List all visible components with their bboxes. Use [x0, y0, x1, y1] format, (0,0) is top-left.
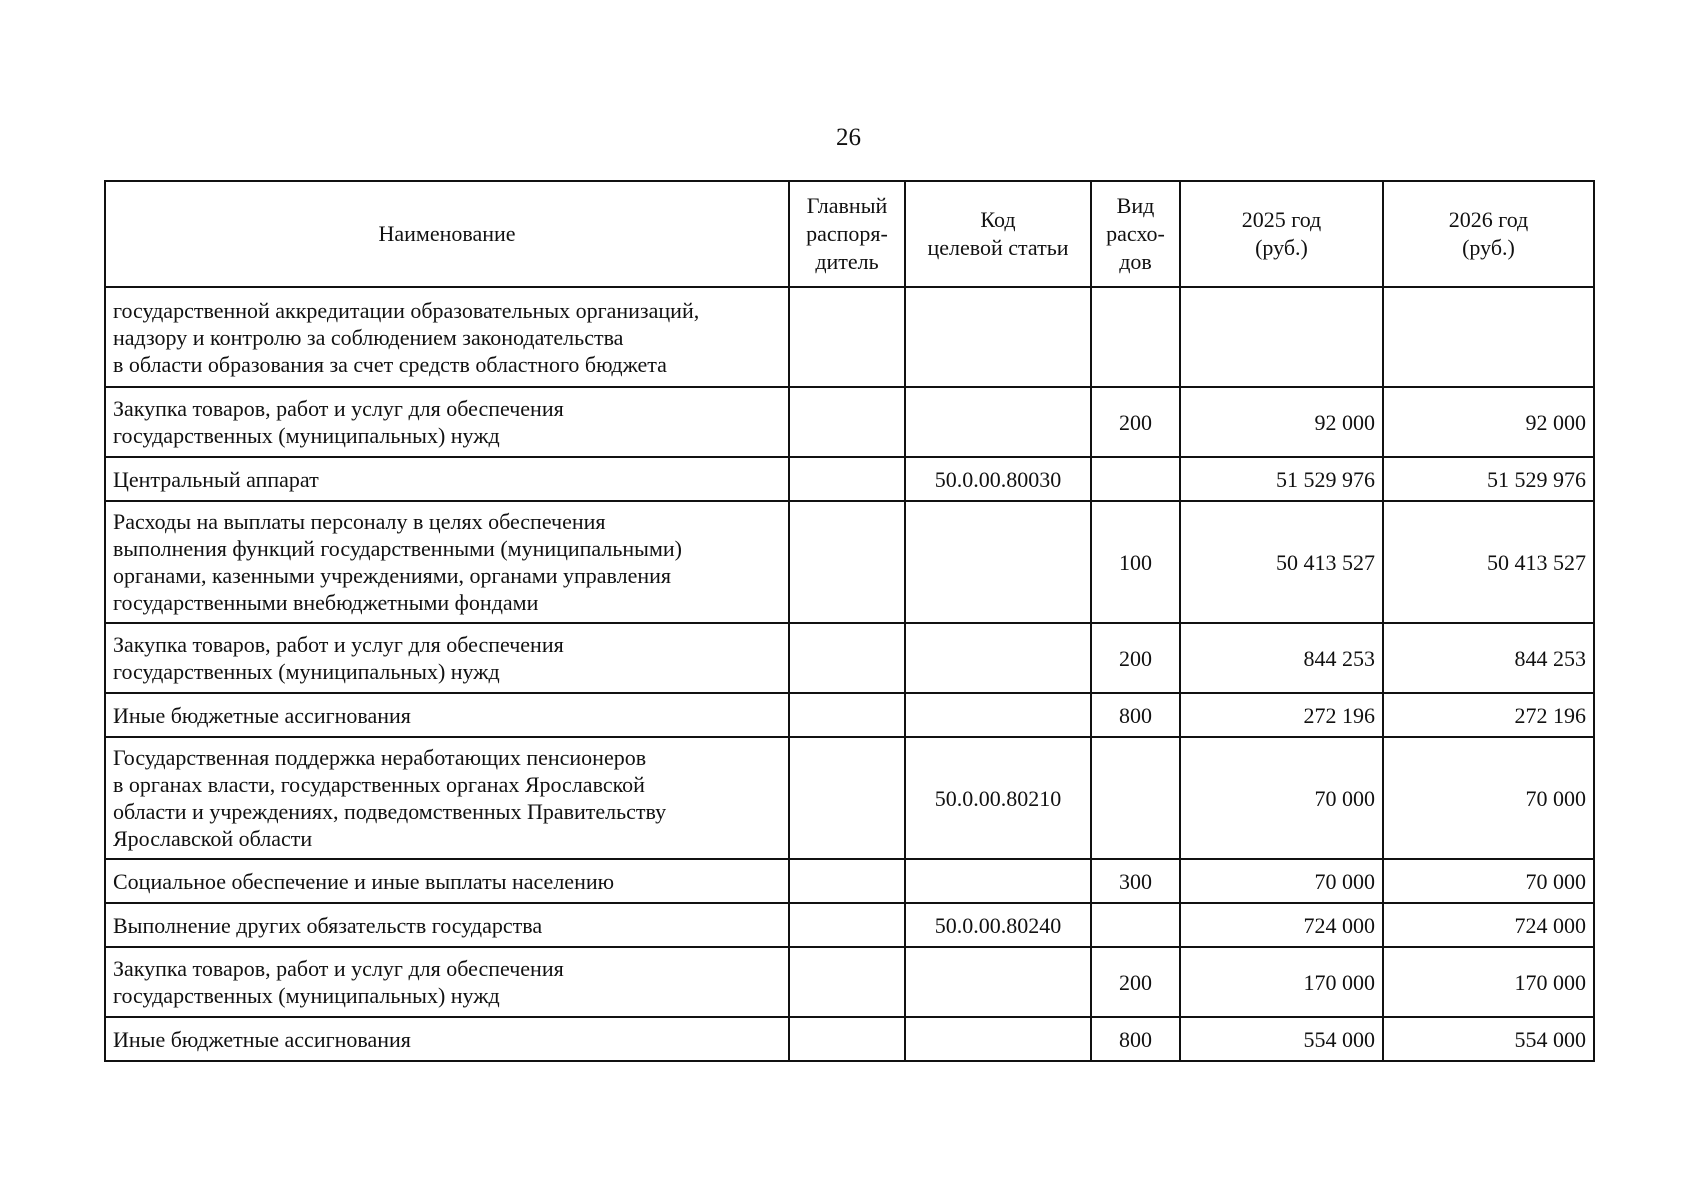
cell-name: [105, 947, 789, 1017]
cell-admin: [789, 903, 905, 947]
cell-2025-text: 70 000: [1314, 785, 1375, 811]
cell-name: [105, 287, 789, 387]
cell-2025: [1180, 737, 1383, 859]
cell-name: [105, 693, 789, 737]
header-name: Наименование: [105, 181, 789, 287]
cell-2025: [1180, 501, 1383, 623]
cell-name: [105, 737, 789, 859]
header-code: Код целевой статьи: [905, 181, 1091, 287]
cell-name-text: Расходы на выплаты персоналу в целях обеспечения выполнения функций государственными (муниципальными) органами, казенными учреждениями, органами управления государственными внебюджетными фондами: [113, 509, 682, 615]
cell-2026: [1383, 693, 1594, 737]
page-number: 26: [836, 124, 861, 151]
cell-2026: [1383, 623, 1594, 693]
table-row: [105, 387, 1594, 457]
table-header: [105, 181, 1594, 287]
cell-code: [905, 693, 1091, 737]
table-row: [105, 903, 1594, 947]
cell-2026-text: 92 000: [1525, 409, 1586, 435]
table-row: [105, 1017, 1594, 1061]
cell-2025: [1180, 387, 1383, 457]
cell-name-text: Закупка товаров, работ и услуг для обеспечения государственных (муниципальных) нужд: [113, 632, 564, 684]
cell-name: [105, 387, 789, 457]
cell-2026: [1383, 947, 1594, 1017]
cell-2025-text: 92 000: [1314, 409, 1375, 435]
cell-2025: [1180, 457, 1383, 501]
cell-2026-text: 170 000: [1514, 969, 1586, 995]
cell-2026-text: 272 196: [1514, 702, 1586, 728]
cell-code-text: 50.0.00.80240: [934, 912, 1062, 938]
table-row: [105, 623, 1594, 693]
cell-type-text: 800: [1119, 702, 1152, 728]
cell-admin: [789, 457, 905, 501]
cell-2025: [1180, 287, 1383, 387]
header-2025: 2025 год (руб.): [1180, 181, 1383, 287]
cell-2025: [1180, 623, 1383, 693]
cell-name-text: Иные бюджетные ассигнования: [113, 702, 411, 728]
cell-2026-text: 844 253: [1514, 645, 1586, 671]
cell-type-text: 100: [1119, 549, 1152, 575]
table-row: [105, 859, 1594, 903]
cell-admin: [789, 947, 905, 1017]
cell-2025: [1180, 1017, 1383, 1061]
cell-2026: [1383, 387, 1594, 457]
cell-name-text: Иные бюджетные ассигнования: [113, 1026, 411, 1052]
cell-2026-text: 51 529 976: [1487, 466, 1586, 492]
budget-table: [104, 180, 1595, 1062]
cell-2025-text: 554 000: [1303, 1026, 1375, 1052]
cell-2025: [1180, 947, 1383, 1017]
header-row: [105, 181, 1594, 287]
cell-type-text: 200: [1119, 969, 1152, 995]
cell-name: [105, 457, 789, 501]
cell-code: [905, 859, 1091, 903]
cell-2026-text: 724 000: [1514, 912, 1586, 938]
cell-2025: [1180, 903, 1383, 947]
cell-code: [905, 387, 1091, 457]
cell-name-text: Государственная поддержка неработающих пенсионеров в органах власти, государственных органах Ярославской области и учреждениях, подведомственных Правительству Ярославской области: [113, 745, 667, 851]
cell-type: [1091, 501, 1180, 623]
cell-code: [905, 947, 1091, 1017]
cell-admin: [789, 1017, 905, 1061]
cell-name: [105, 903, 789, 947]
header-admin: Главный распоря- дитель: [789, 181, 905, 287]
cell-name-text: Закупка товаров, работ и услуг для обеспечения государственных (муниципальных) нужд: [113, 396, 564, 448]
cell-name-text: государственной аккредитации образовательных организаций, надзору и контролю за соблюдением законодательства в области образования за счет средств областного бюджета: [113, 297, 700, 377]
cell-2026-text: 50 413 527: [1487, 549, 1586, 575]
table-row: [105, 947, 1594, 1017]
cell-admin: [789, 387, 905, 457]
cell-name: [105, 859, 789, 903]
cell-name-text: Социальное обеспечение и иные выплаты населению: [113, 868, 615, 894]
cell-type-text: 300: [1119, 868, 1152, 894]
cell-name: [105, 623, 789, 693]
cell-type: [1091, 457, 1180, 501]
header-type: Вид расхо- дов: [1091, 181, 1180, 287]
cell-2025-text: 170 000: [1303, 969, 1375, 995]
cell-type-text: 800: [1119, 1026, 1152, 1052]
cell-2026: [1383, 859, 1594, 903]
cell-2025-text: 272 196: [1303, 702, 1375, 728]
cell-admin: [789, 737, 905, 859]
cell-type: [1091, 737, 1180, 859]
table-body: [105, 287, 1594, 1061]
header-2026: 2026 год (руб.): [1383, 181, 1594, 287]
cell-type: [1091, 693, 1180, 737]
cell-code: [905, 287, 1091, 387]
cell-type: [1091, 387, 1180, 457]
cell-code-text: 50.0.00.80210: [934, 785, 1062, 811]
cell-2026: [1383, 903, 1594, 947]
cell-type: [1091, 1017, 1180, 1061]
cell-2026: [1383, 501, 1594, 623]
table-row: [105, 287, 1594, 387]
cell-code: [905, 457, 1091, 501]
cell-code: [905, 1017, 1091, 1061]
cell-admin: [789, 501, 905, 623]
cell-2025-text: 50 413 527: [1276, 549, 1375, 575]
cell-type-text: 200: [1119, 645, 1152, 671]
cell-2026: [1383, 1017, 1594, 1061]
cell-2026: [1383, 737, 1594, 859]
cell-type-text: 200: [1119, 409, 1152, 435]
cell-type: [1091, 859, 1180, 903]
cell-name-text: Центральный аппарат: [113, 466, 319, 492]
cell-admin: [789, 287, 905, 387]
cell-type: [1091, 947, 1180, 1017]
table-row: [105, 693, 1594, 737]
cell-admin: [789, 859, 905, 903]
cell-name-text: Закупка товаров, работ и услуг для обеспечения государственных (муниципальных) нужд: [113, 956, 564, 1008]
cell-admin: [789, 623, 905, 693]
cell-2025-text: 844 253: [1303, 645, 1375, 671]
table-row: [105, 501, 1594, 623]
cell-2025: [1180, 693, 1383, 737]
cell-admin: [789, 693, 905, 737]
cell-code: [905, 737, 1091, 859]
cell-name: [105, 501, 789, 623]
cell-code-text: 50.0.00.80030: [934, 466, 1062, 492]
cell-2026: [1383, 287, 1594, 387]
cell-2026: [1383, 457, 1594, 501]
cell-name: [105, 1017, 789, 1061]
cell-code: [905, 501, 1091, 623]
cell-2025-text: 70 000: [1314, 868, 1375, 894]
table-row: [105, 737, 1594, 859]
cell-2026-text: 70 000: [1525, 785, 1586, 811]
cell-2025: [1180, 859, 1383, 903]
cell-type: [1091, 903, 1180, 947]
cell-code: [905, 623, 1091, 693]
cell-type: [1091, 623, 1180, 693]
cell-code: [905, 903, 1091, 947]
cell-2026-text: 70 000: [1525, 868, 1586, 894]
cell-name-text: Выполнение других обязательств государства: [113, 912, 543, 938]
table-row: [105, 457, 1594, 501]
cell-2025-text: 724 000: [1303, 912, 1375, 938]
cell-2025-text: 51 529 976: [1276, 466, 1375, 492]
cell-type: [1091, 287, 1180, 387]
cell-2026-text: 554 000: [1514, 1026, 1586, 1052]
